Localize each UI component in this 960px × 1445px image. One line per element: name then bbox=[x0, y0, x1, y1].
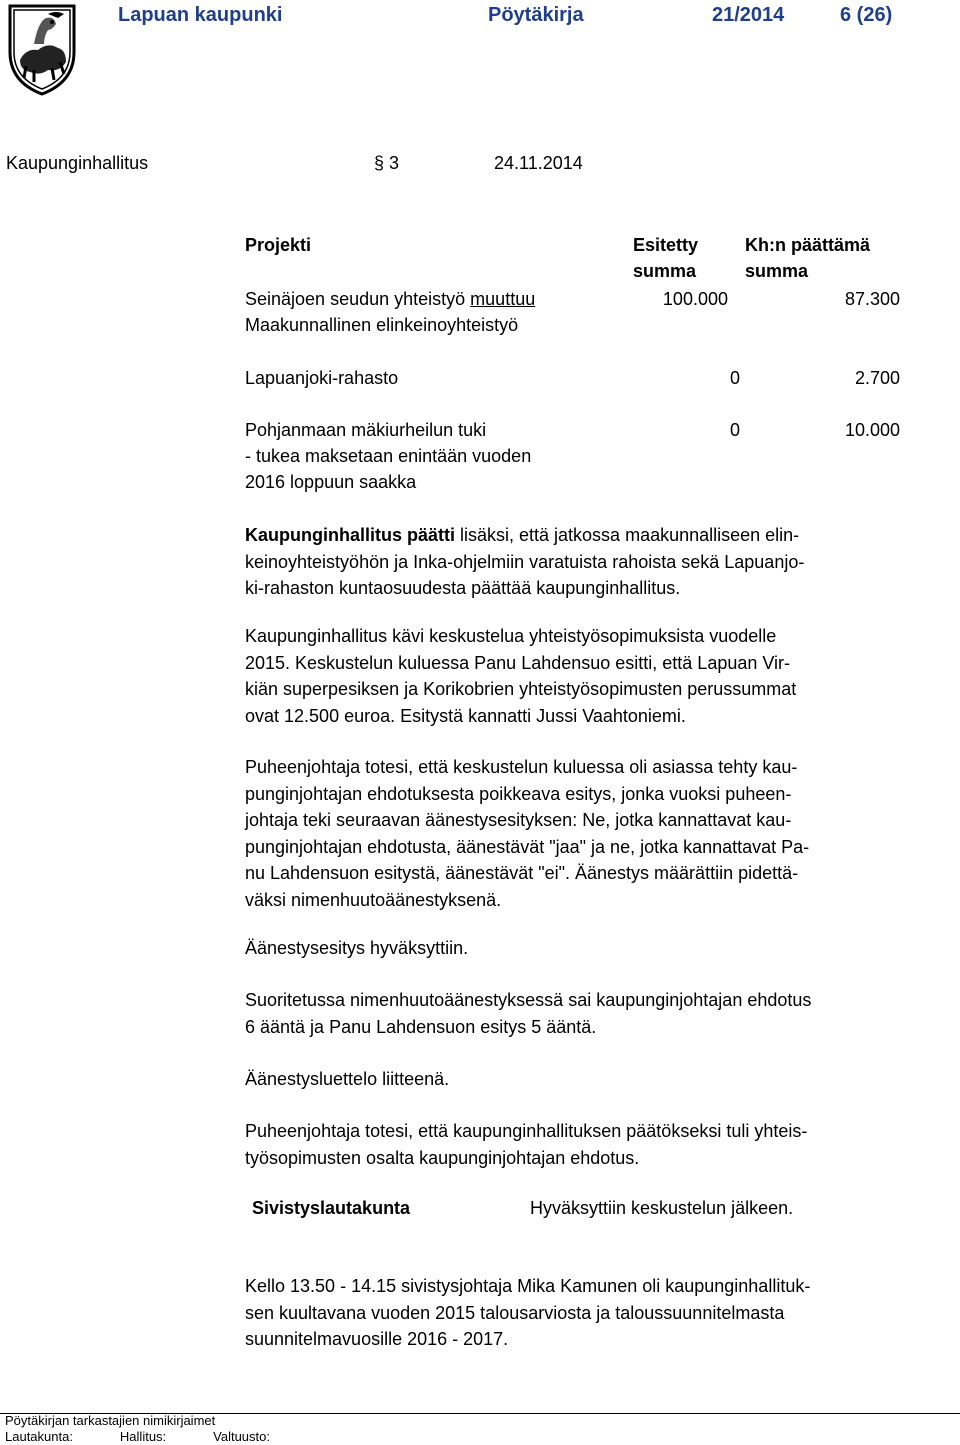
page-number: 6 (26) bbox=[840, 4, 893, 26]
decision-paragraph: Kaupunginhallitus päätti lisäksi, että jatkossa maakunnalliseen elin- keinoyhteistyöhön ja Inka-ohjelmiin varatuista rahoista sekä Lapuanjo- ki-rahaston kuntaosuudesta päättää kaupunginhallitus. bbox=[245, 525, 805, 598]
board-decision: Hyväksyttiin keskustelun jälkeen. bbox=[530, 1198, 794, 1218]
meeting-date: 24.11.2014 bbox=[494, 153, 583, 173]
table-row-name: Lapuanjoki-rahasto bbox=[245, 368, 399, 388]
coat-of-arms-icon bbox=[4, 0, 80, 96]
table-row-name-2: - tukea maksetaan enintään vuoden bbox=[245, 446, 532, 466]
table-row-decided: 87.300 bbox=[844, 289, 900, 309]
final-decision-paragraph: Puheenjohtaja totesi, että kaupunginhallituksen päätökseksi tuli yhteis- työsopimusten osalta kaupunginjohtajan ehdotus. bbox=[245, 1121, 808, 1168]
board-name: Sivistyslautakunta bbox=[252, 1198, 411, 1218]
footer-signatures: Lautakunta: Hallitus: Valtuusto: bbox=[5, 1429, 270, 1444]
meeting-body: Kaupunginhallitus bbox=[6, 153, 149, 173]
col-decided-header-2: summa bbox=[745, 261, 809, 281]
table-row-presented: 0 bbox=[729, 420, 740, 440]
section-mark: § 3 bbox=[374, 153, 400, 173]
col-decided-header-1: Kh:n päättämä bbox=[745, 235, 871, 255]
vote-accepted-paragraph: Äänestysesitys hyväksyttiin. bbox=[245, 938, 469, 958]
hearing-paragraph: Kello 13.50 - 14.15 sivistysjohtaja Mika Kamunen oli kaupunginhallituk- sen kuultavana vuoden 2015 talousarviosta ja taloussuunnitelmasta suunnitelmavuosille 2016 - 2017. bbox=[245, 1276, 811, 1349]
table-row-name-2: Maakunnallinen elinkeinoyhteistyö bbox=[245, 315, 519, 335]
col-project-header: Projekti bbox=[245, 235, 312, 255]
table-row-presented: 100.000 bbox=[662, 289, 728, 309]
decision-lead: Kaupunginhallitus päätti bbox=[245, 525, 455, 545]
municipality-name: Lapuan kaupunki bbox=[118, 4, 283, 26]
discussion-paragraph: Kaupunginhallitus kävi keskustelua yhteistyösopimuksista vuodelle 2015. Keskustelun kuluessa Panu Lahdensuo esitti, että Lapuan Vir- kiän superpesiksen ja Korikobrien yhteistyösopimusten perussummat ovat 12.500 euroa. Esitystä kannatti Jussi Vaahtoniemi. bbox=[245, 626, 797, 726]
table-row-name: Seinäjoen seudun yhteistyö muuttuu bbox=[245, 289, 536, 309]
table-row-decided: 10.000 bbox=[844, 420, 900, 440]
col-presented-header-2: summa bbox=[633, 261, 697, 281]
vote-result-paragraph: Suoritetussa nimenhuutoäänestyksessä sai kaupunginjohtajan ehdotus 6 ääntä ja Panu Lahdensuon esitys 5 ääntä. bbox=[245, 990, 812, 1037]
table-row-decided: 2.700 bbox=[854, 368, 900, 388]
table-row-name: Pohjanmaan mäkiurheilun tuki bbox=[245, 420, 487, 440]
footer-initials-label: Pöytäkirjan tarkastajien nimikirjaimet bbox=[5, 1413, 216, 1428]
document-number: 21/2014 bbox=[712, 4, 785, 26]
table-row-presented: 0 bbox=[729, 368, 740, 388]
vote-list-paragraph: Äänestysluettelo liitteenä. bbox=[245, 1069, 450, 1089]
table-row-name-3: 2016 loppuun saakka bbox=[245, 472, 417, 492]
section-number: 3 bbox=[389, 153, 400, 173]
chairman-paragraph: Puheenjohtaja totesi, että keskustelun kuluessa oli asiassa tehty kau- punginjohtajan ehdotuksesta poikkeava esitys, jonka vuoksi puheen- johtaja teki seuraavan äänestysesityksen: Ne, jotka kannattavat kau- punginjohtajan ehdotusta, äänestävät "jaa" ja ne, jotka kannattavat Pa- nu Lahdensuon esitystä, äänestävät "ei". Äänestys määrättiin pidettä- väksi nimenhuutoäänestyksenä. bbox=[245, 757, 810, 910]
col-presented-header-1: Esitetty bbox=[633, 235, 699, 255]
document-type: Pöytäkirja bbox=[488, 4, 584, 26]
